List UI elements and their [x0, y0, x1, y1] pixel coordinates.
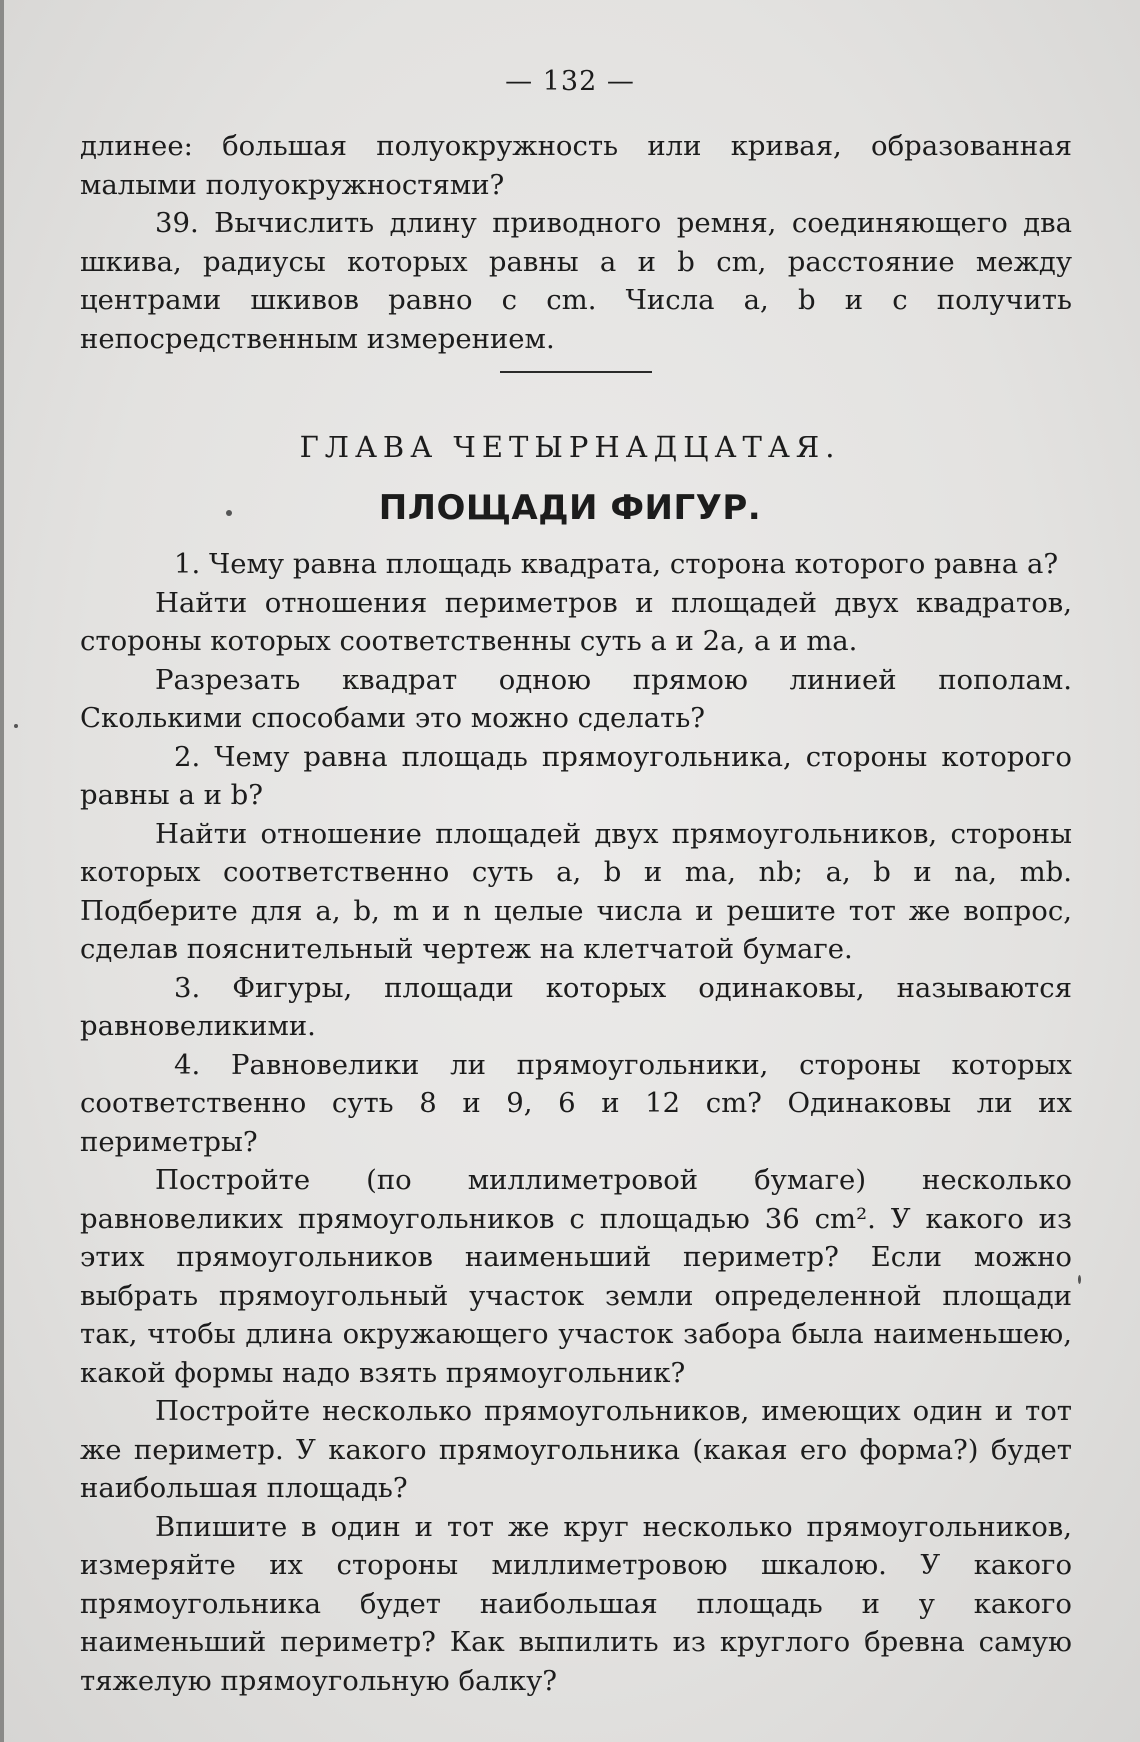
problem-3: 3. Фигуры, площади которых одинаковы, называются равновеликими.: [80, 971, 1072, 1042]
paragraph: Разрезать квадрат одною прямою линией пополам. Сколькими способами это можно сделать?: [80, 663, 1072, 734]
top-text: [80, 127, 1072, 358]
paragraph: Найти отношение площадей двух прямоугольников, стороны которых соответственно суть a, b и ma, nb; a, b и na, mb. Подберите для a, b, m и n целые числа и решите тот же вопрос, сделав пояснительный чертеж на клетчатой бумаге.: [80, 817, 1072, 965]
paragraph-continuation: длинее: большая полуокружность или кривая, образованная малыми полуокружностями?: [80, 130, 1072, 201]
problem-2: 2. Чему равна площадь прямоугольника, стороны которого равны a и b?: [80, 740, 1072, 811]
ink-speck: [226, 510, 232, 516]
section-divider: [500, 371, 652, 373]
paragraph: Постройте (по миллиметровой бумаге) несколько равновеликих прямоугольников с площадью 36 cm². У какого из этих прямоугольников наименьший периметр? Если можно выбрать прямоугольный участок земли определенной площади так, чтобы длина окружающего участок забора была наименьшею, какой формы надо взять прямоугольник?: [80, 1164, 1072, 1389]
problem-4: 4. Равновелики ли прямоугольники, стороны которых соответственно суть 8 и 9, 6 и 12 cm? Одинаковы ли их периметры?: [80, 1048, 1072, 1158]
ink-speck: [14, 724, 18, 728]
paragraph: Впишите в один и тот же круг несколько прямоугольников, измеряйте их стороны миллиметровою шкалою. У какого прямоугольника будет наибольшая площадь и у какого наименьший периметр? Как выпилить из круглого бревна самую тяжелую прямоугольную балку?: [80, 1510, 1072, 1697]
page-edge: [0, 0, 4, 1742]
paragraph: Найти отношения периметров и площадей двух квадратов, стороны которых соответственны суть a и 2a, a и ma.: [80, 586, 1072, 657]
chapter-title: ГЛАВА ЧЕТЫРНАДЦАТАЯ.: [299, 430, 841, 464]
page-number: — 132 —: [505, 66, 635, 97]
section-heading: ПЛОЩАДИ ФИГУР.: [378, 488, 762, 528]
ink-speck: [1078, 1275, 1081, 1284]
problem-39: 39. Вычислить длину приводного ремня, соединяющего два шкива, радиусы которых равны a и b cm, расстояние между центрами шкивов равно c cm. Числа a, b и c получить непосредственным измерением.: [80, 207, 1072, 355]
paragraph: Постройте несколько прямоугольников, имеющих один и тот же периметр. У какого прямоугольника (какая его форма?) будет наибольшая площадь?: [80, 1395, 1072, 1504]
main-text: [80, 545, 1072, 1700]
problem-1: 1. Чему равна площадь квадрата, сторона которого равна a?: [174, 548, 1059, 580]
